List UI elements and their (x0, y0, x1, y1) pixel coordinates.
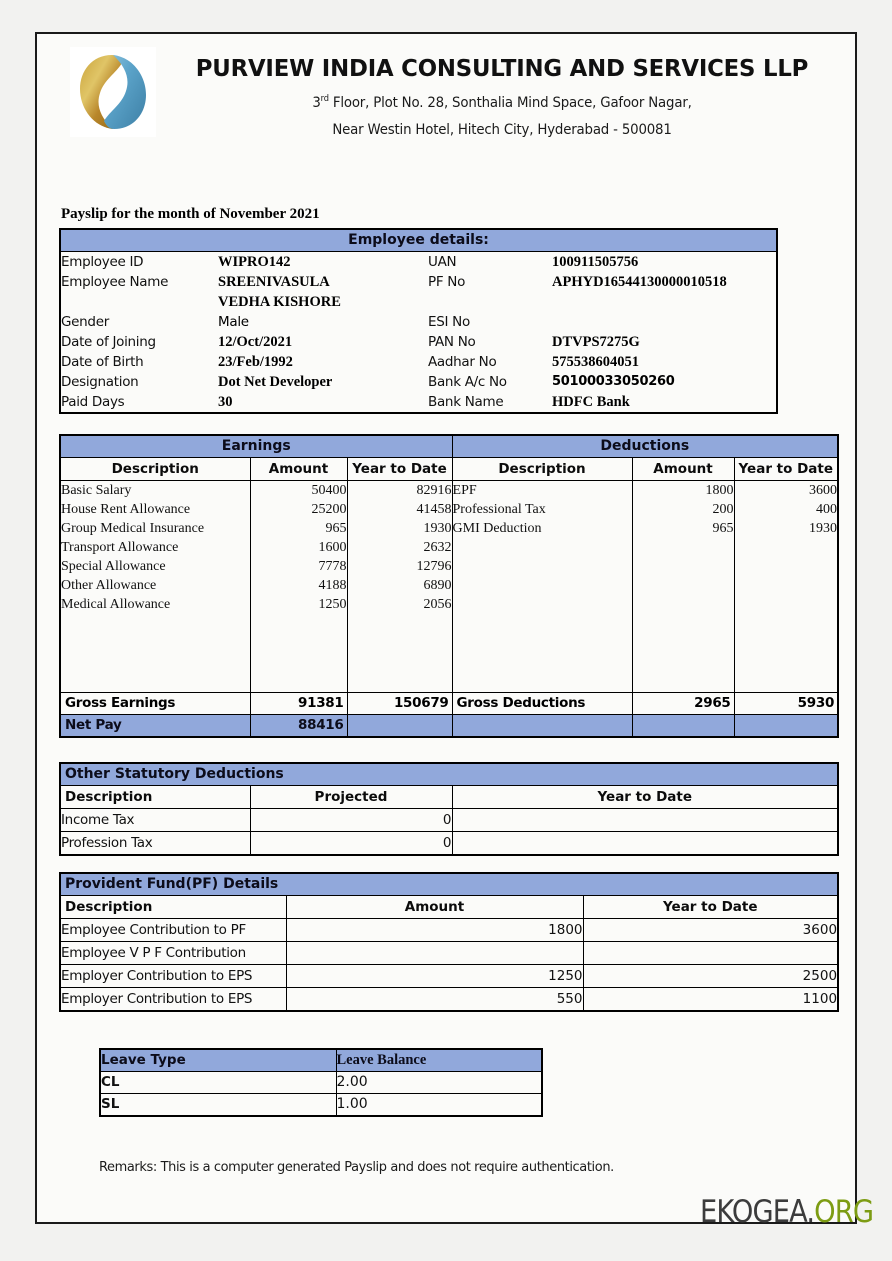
earning-description: Medical Allowance (60, 595, 250, 614)
gender-label: Gender (61, 314, 109, 330)
leave-col-type: Leave Type (100, 1049, 336, 1072)
yin-yang-s-logo-icon (70, 47, 156, 137)
deduction-description (452, 557, 632, 576)
table-row (60, 519, 838, 538)
address-ordinal-suffix: rd (320, 94, 329, 104)
deduction-description (452, 576, 632, 595)
filler-cell (250, 614, 347, 693)
watermark-green-part: ORG (814, 1194, 874, 1230)
table-row (60, 595, 838, 614)
paid-days-value: 30 (218, 394, 233, 410)
deduction-description: Professional Tax (452, 500, 632, 519)
bank-name-value: HDFC Bank (552, 394, 630, 410)
table-row (60, 557, 838, 576)
deduction-description: EPF (452, 481, 632, 501)
earning-description: Basic Salary (60, 481, 250, 501)
earning-ytd: 82916 (347, 481, 452, 501)
deduction-ytd: 1930 (734, 519, 838, 538)
employee-id-value: WIPRO142 (218, 254, 291, 270)
date-of-birth-label: Date of Birth (61, 354, 144, 370)
deduction-amount: 1800 (632, 481, 734, 501)
pan-no-value: DTVPS7275G (552, 334, 640, 350)
employee-name-label: Employee Name (61, 274, 169, 290)
deduction-ytd (734, 576, 838, 595)
pf-amount: 1250 (286, 965, 583, 988)
other-statutory-deductions-table (59, 762, 839, 856)
deduction-description (452, 538, 632, 557)
table-row (60, 809, 838, 832)
filler-cell (60, 614, 250, 693)
statutory-projected: 0 (250, 832, 452, 856)
deduction-ytd (734, 538, 838, 557)
watermark (700, 1194, 873, 1230)
pf-description: Employer Contribution to EPS (60, 965, 286, 988)
statutory-description: Profession Tax (60, 832, 250, 856)
pf-col-ytd: Year to Date (583, 896, 838, 919)
statutory-projected: 0 (250, 809, 452, 832)
earning-amount: 965 (250, 519, 347, 538)
earning-ytd: 12796 (347, 557, 452, 576)
aadhar-no-label: Aadhar No (428, 354, 497, 370)
employee-name-value-2: VEDHA KISHORE (218, 294, 341, 310)
pf-ytd: 2500 (583, 965, 838, 988)
esi-no-label: ESI No (428, 314, 470, 330)
leave-balance-table (99, 1048, 543, 1117)
pf-no-value: APHYD16544130000010518 (552, 274, 727, 290)
date-of-joining-value: 12/Oct/2021 (218, 334, 293, 350)
employee-details-header: Employee details: (60, 229, 777, 252)
table-row (60, 481, 838, 501)
table-row (60, 919, 838, 942)
other-statutory-header: Other Statutory Deductions (60, 763, 838, 786)
esi-no-value (552, 312, 777, 332)
earnings-col-ytd: Year to Date (347, 458, 452, 481)
statutory-ytd (452, 832, 838, 856)
employee-details-row (60, 272, 777, 292)
pf-amount: 1800 (286, 919, 583, 942)
gross-earnings-label: Gross Earnings (60, 693, 250, 715)
gross-earnings-ytd: 150679 (347, 693, 452, 715)
gross-earnings-amount: 91381 (250, 693, 347, 715)
net-pay-blank-1 (347, 715, 452, 738)
earning-ytd: 41458 (347, 500, 452, 519)
table-row (60, 500, 838, 519)
employee-details-row (60, 372, 777, 392)
net-pay-blank-2 (452, 715, 632, 738)
employee-details-row (60, 332, 777, 352)
bank-name-label: Bank Name (428, 394, 504, 410)
leave-type: SL (100, 1094, 336, 1117)
paid-days-label: Paid Days (61, 394, 125, 410)
earning-description: Special Allowance (60, 557, 250, 576)
deductions-col-ytd: Year to Date (734, 458, 838, 481)
statutory-description: Income Tax (60, 809, 250, 832)
statutory-col-ytd: Year to Date (452, 786, 838, 809)
employee-details-table (59, 228, 778, 414)
net-pay-amount: 88416 (250, 715, 347, 738)
pf-ytd (583, 942, 838, 965)
address-rest: Floor, Plot No. 28, Sonthalia Mind Space, Gafoor Nagar, (328, 94, 692, 111)
deduction-amount (632, 576, 734, 595)
designation-value: Dot Net Developer (218, 374, 333, 390)
deduction-description (452, 595, 632, 614)
pf-amount: 550 (286, 988, 583, 1012)
pf-description: Employer Contribution to EPS (60, 988, 286, 1012)
gross-deductions-amount: 2965 (632, 693, 734, 715)
payslip-title: Payslip for the month of November 2021 (61, 206, 320, 222)
employee-details-row (60, 252, 777, 273)
company-name: PURVIEW INDIA CONSULTING AND SERVICES LLP (195, 54, 809, 82)
pf-col-description: Description (60, 896, 286, 919)
spacer-label-2 (428, 292, 552, 312)
deduction-ytd: 400 (734, 500, 838, 519)
deductions-col-description: Description (452, 458, 632, 481)
table-row (60, 832, 838, 856)
leave-type: CL (100, 1072, 336, 1094)
earnings-header: Earnings (60, 435, 452, 458)
deduction-amount (632, 538, 734, 557)
leave-balance: 2.00 (336, 1072, 542, 1094)
deduction-ytd (734, 557, 838, 576)
employee-details-row (60, 312, 777, 332)
spacer-value-2 (552, 292, 777, 312)
gross-deductions-label: Gross Deductions (452, 693, 632, 715)
pf-ytd: 3600 (583, 919, 838, 942)
statutory-ytd (452, 809, 838, 832)
pf-no-label: PF No (428, 274, 466, 290)
deduction-ytd (734, 595, 838, 614)
deduction-amount (632, 557, 734, 576)
spacer-label (60, 292, 218, 312)
employee-id-label: Employee ID (61, 254, 144, 270)
table-row (60, 576, 838, 595)
leave-balance: 1.00 (336, 1094, 542, 1117)
filler-cell (347, 614, 452, 693)
net-pay-row (60, 715, 838, 738)
bank-account-no-label: Bank A/c No (428, 374, 507, 390)
earning-amount: 50400 (250, 481, 347, 501)
pf-description: Employee V P F Contribution (60, 942, 286, 965)
company-address-line-2: Near Westin Hotel, Hitech City, Hyderabad - 500081 (332, 122, 672, 138)
provident-fund-header: Provident Fund(PF) Details (60, 873, 838, 896)
company-logo (70, 47, 156, 137)
table-row (100, 1094, 542, 1117)
earnings-col-description: Description (60, 458, 250, 481)
deductions-col-amount: Amount (632, 458, 734, 481)
earning-amount: 4188 (250, 576, 347, 595)
deductions-header: Deductions (452, 435, 838, 458)
table-row (60, 988, 838, 1012)
earning-amount: 1600 (250, 538, 347, 557)
leave-col-balance: Leave Balance (336, 1049, 542, 1072)
aadhar-no-value: 575538604051 (552, 354, 639, 370)
net-pay-blank-3 (632, 715, 734, 738)
document-header (37, 34, 855, 159)
earning-description: Other Allowance (60, 576, 250, 595)
deduction-amount: 200 (632, 500, 734, 519)
address-prefix: 3 (312, 94, 321, 111)
gross-deductions-ytd: 5930 (734, 693, 838, 715)
watermark-dark-part: EKOGEA. (700, 1194, 815, 1230)
designation-label: Designation (61, 374, 139, 390)
filler-cell (734, 614, 838, 693)
deduction-description: GMI Deduction (452, 519, 632, 538)
statutory-col-description: Description (60, 786, 250, 809)
earning-description: Group Medical Insurance (60, 519, 250, 538)
earning-ytd: 2632 (347, 538, 452, 557)
remarks-text: Remarks: This is a computer generated Payslip and does not require authentication. (99, 1159, 614, 1175)
earning-ytd: 1930 (347, 519, 452, 538)
pf-amount (286, 942, 583, 965)
employee-name-value: SREENIVASULA (218, 274, 330, 290)
earning-ytd: 6890 (347, 576, 452, 595)
uan-label: UAN (428, 254, 457, 270)
filler-cell (452, 614, 632, 693)
pf-col-amount: Amount (286, 896, 583, 919)
deduction-amount: 965 (632, 519, 734, 538)
pf-description: Employee Contribution to PF (60, 919, 286, 942)
payslip-page (35, 32, 857, 1224)
earning-amount: 1250 (250, 595, 347, 614)
deduction-ytd: 3600 (734, 481, 838, 501)
deduction-amount (632, 595, 734, 614)
uan-value: 100911505756 (552, 254, 639, 270)
net-pay-label: Net Pay (60, 715, 250, 738)
pan-no-label: PAN No (428, 334, 476, 350)
employee-details-row (60, 392, 777, 413)
date-of-joining-label: Date of Joining (61, 334, 156, 350)
date-of-birth-value: 23/Feb/1992 (218, 354, 293, 370)
net-pay-blank-4 (734, 715, 838, 738)
gross-totals-row (60, 693, 838, 715)
employee-details-row (60, 352, 777, 372)
earning-amount: 7778 (250, 557, 347, 576)
earning-ytd: 2056 (347, 595, 452, 614)
table-row (60, 538, 838, 557)
table-filler-row (60, 614, 838, 693)
filler-cell (632, 614, 734, 693)
earnings-col-amount: Amount (250, 458, 347, 481)
employee-details-row (60, 292, 777, 312)
earning-description: House Rent Allowance (60, 500, 250, 519)
bank-account-no-value: 50100033050260 (552, 374, 675, 389)
earnings-deductions-table (59, 434, 839, 738)
pf-ytd: 1100 (583, 988, 838, 1012)
table-row (60, 965, 838, 988)
earning-description: Transport Allowance (60, 538, 250, 557)
earning-amount: 25200 (250, 500, 347, 519)
table-row (60, 942, 838, 965)
provident-fund-table (59, 872, 839, 1012)
table-row (100, 1072, 542, 1094)
statutory-col-projected: Projected (250, 786, 452, 809)
company-address-line-1 (208, 94, 797, 111)
gender-value: Male (218, 314, 249, 330)
